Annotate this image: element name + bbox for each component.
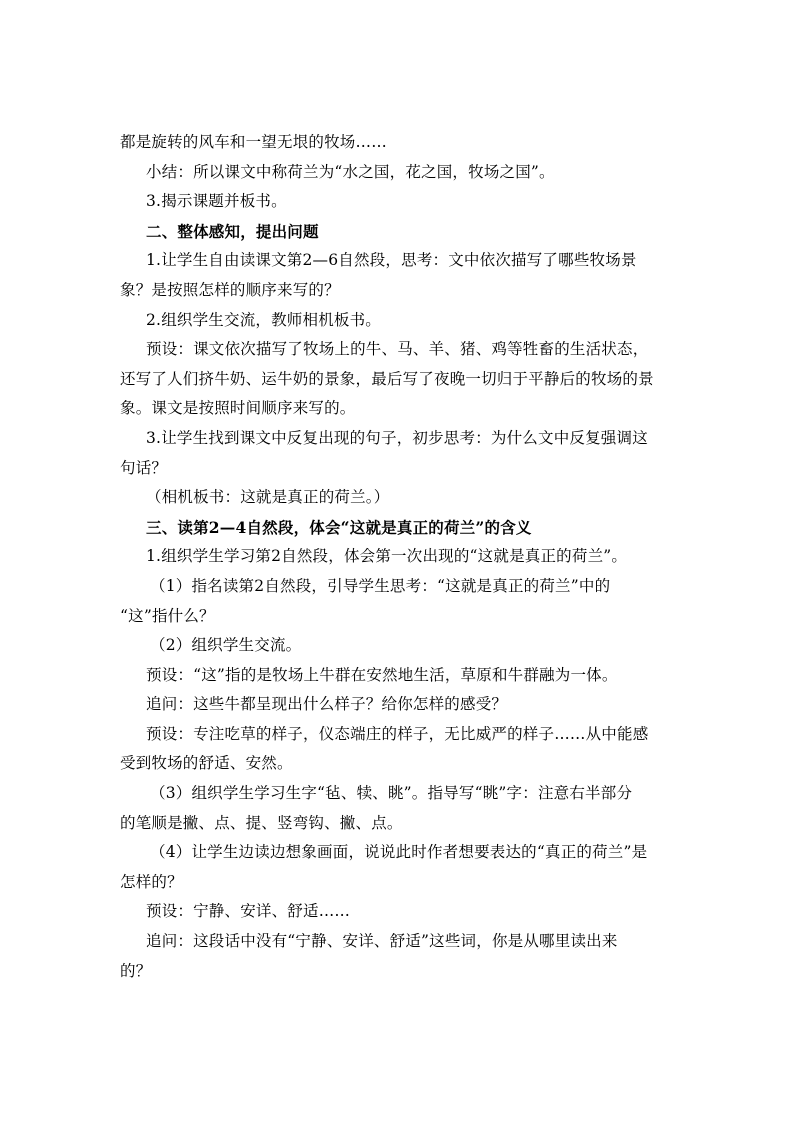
text-line: （2）组织学生交流。 [150, 636, 302, 655]
text-line: “这”指什么？ [120, 606, 215, 625]
text-line: 象。课文是按照时间顺序来写的。 [120, 399, 356, 418]
text-line: 2.组织学生交流，教师相机板书。 [146, 310, 381, 329]
text-line: 1.组织学生学习第2自然段，体会第一次出现的“这就是真正的荷兰”。 [146, 547, 628, 566]
text-line: 3.让学生找到课文中反复出现的句子，初步思考：为什么文中反复强调这 [146, 428, 648, 447]
lesson-plan-body [120, 128, 680, 986]
text-line: 预设：专注吃草的样子，仪态端庄的样子，无比威严的样子……从中能感 [146, 724, 649, 743]
text-line: 怎样的？ [120, 872, 183, 891]
text-line: 3.揭示课题并板书。 [146, 192, 287, 211]
text-line: （相机板书：这就是真正的荷兰。） [146, 488, 390, 507]
summary-line: 小结：所以课文中称荷兰为“水之国，花之国，牧场之国”。 [146, 162, 555, 181]
text-line: （1）指名读第2自然段，引导学生思考：“这就是真正的荷兰”中的 [150, 576, 611, 595]
text-line: 还写了人们挤牛奶、运牛奶的景象，最后写了夜晚一切归于平静后的牧场的景 [120, 369, 654, 388]
section-heading-2: 二、整体感知，提出问题 [146, 221, 319, 241]
text-line: 都是旋转的风车和一望无垠的牧场…… [120, 133, 387, 151]
text-line: 追问：这段话中没有“宁静、安详、舒适”这些词，你是从哪里读出来 [146, 932, 618, 951]
text-line: 预设：课文依次描写了牧场上的牛、马、羊、猪、鸡等牲畜的生活状态， [146, 340, 649, 359]
text-line: 预设：“这”指的是牧场上牛群在安然地生活，草原和牛群融为一体。 [146, 665, 618, 684]
text-line: （3）组织学生学习生字“毡、犊、眺”。指导写“眺”字：注意右半部分 [150, 784, 633, 803]
section-heading-3: 三、读第2—4自然段，体会“这就是真正的荷兰”的含义 [146, 517, 532, 537]
text-line: 的？ [120, 961, 152, 980]
text-line: 1.让学生自由读课文第2—6自然段，思考：文中依次描写了哪些牧场景 [146, 251, 637, 270]
text-line: 的笔顺是撇、点、提、竖弯钩、撇、点。 [120, 813, 403, 832]
text-line: 象？是按照怎样的顺序来写的？ [120, 280, 340, 299]
text-line: 预设：宁静、安详、舒适…… [146, 902, 351, 921]
text-line: 追问：这些牛都呈现出什么样子？给你怎样的感受？ [146, 695, 508, 714]
text-line: 句话？ [120, 458, 168, 477]
text-line: 受到牧场的舒适、安然。 [120, 754, 293, 773]
text-line: （4）让学生边读边想象画面，说说此时作者想要表达的“真正的荷兰”是 [150, 843, 648, 862]
